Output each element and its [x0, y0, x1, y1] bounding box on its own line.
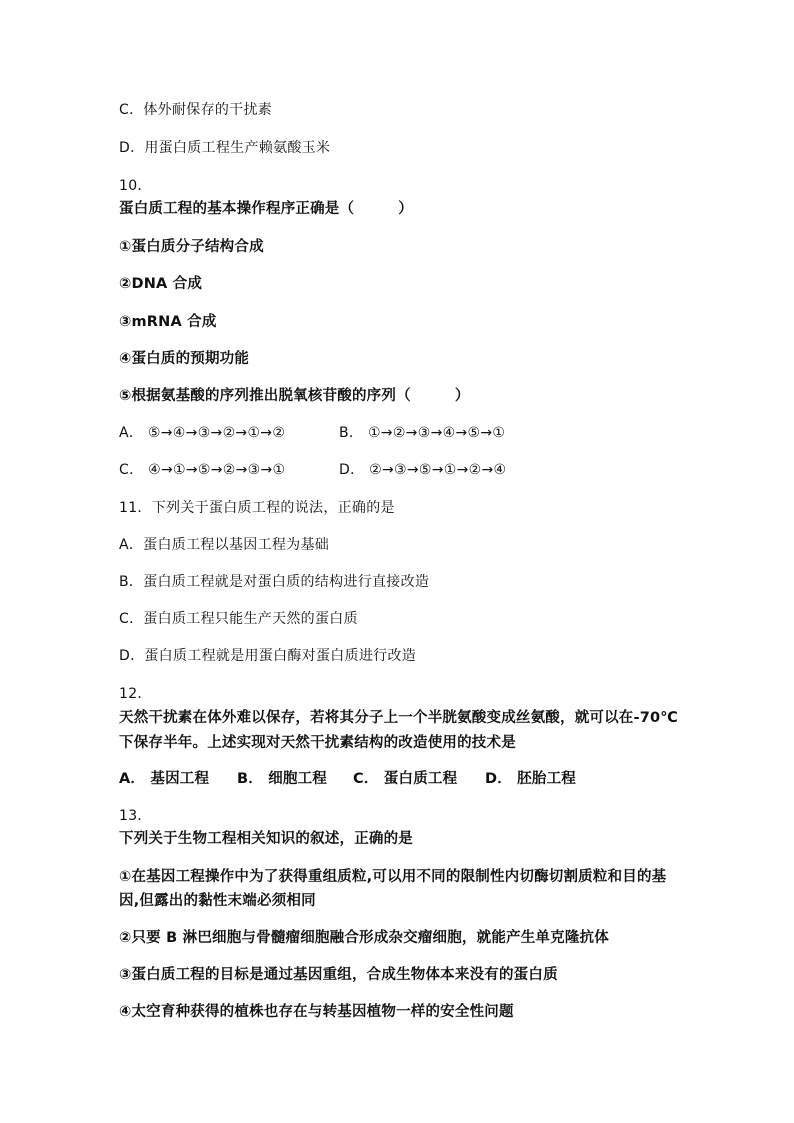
- q10-number: 10．: [119, 178, 152, 194]
- q10-option-a: A． ⑤→④→③→②→①→②: [119, 425, 286, 441]
- q10-item-1: ①蛋白质分子结构合成: [119, 239, 264, 255]
- q13-item-2: ②只要 B 淋巴细胞与骨髓瘤细胞融合形成杂交瘤细胞，就能产生单克隆抗体: [119, 930, 609, 946]
- q13-item-1-line-1: ①在基因工程操作中为了获得重组质粒,可以用不同的限制性内切酶切割质粒和目的基: [119, 869, 667, 885]
- q10-item-3: ③mRNA 合成: [119, 314, 217, 330]
- q13-item-3: ③蛋白质工程的目标是通过基因重组，合成生物体本来没有的蛋白质: [119, 967, 558, 983]
- q10-options-row-2: [119, 459, 506, 479]
- q13-item-1-line-2: 因,但露出的黏性末端必须相同: [119, 893, 316, 909]
- q12-stem-line-1: 天然干扰素在体外难以保存，若将其分子上一个半胱氨酸变成丝氨酸，就可以在-70℃: [119, 710, 679, 726]
- q11-option-b: B．蛋白质工程就是对蛋白质的结构进行直接改造: [119, 574, 430, 590]
- q12-stem-line-2: 下保存半年。上述实现对天然干扰素结构的改造使用的技术是: [119, 735, 516, 751]
- q11-option-c: C．蛋白质工程只能生产天然的蛋白质: [119, 611, 358, 627]
- q10-stem: 蛋白质工程的基本操作程序正确是（ ）: [119, 201, 413, 217]
- q12-option-d: D． 胚胎工程: [485, 771, 576, 787]
- q9-option-c: C．体外耐保存的干扰素: [119, 102, 273, 118]
- q10-option-c: C． ④→①→⑤→②→③→①: [119, 462, 286, 478]
- q13-number: 13．: [119, 808, 152, 824]
- q10-item-2: ②DNA 合成: [119, 276, 203, 292]
- q12-options-row: [119, 767, 576, 788]
- q12-number: 12．: [119, 686, 152, 702]
- q12-option-a: A． 基因工程: [119, 771, 210, 787]
- q11-option-d: D．蛋白质工程就是用蛋白酶对蛋白质进行改造: [119, 648, 417, 664]
- q10-item-5: ⑤根据氨基酸的序列推出脱氧核苷酸的序列（ ）: [119, 388, 470, 404]
- q9-option-d: D．用蛋白质工程生产赖氨酸玉米: [119, 140, 331, 156]
- q12-option-c: C． 蛋白质工程: [353, 771, 458, 787]
- q13-stem: 下列关于生物工程相关知识的叙述，正确的是: [119, 831, 413, 847]
- q11-option-a: A．蛋白质工程以基因工程为基础: [119, 537, 330, 553]
- q13-item-4: ④太空育种获得的植株也存在与转基因植物一样的安全性问题: [119, 1004, 514, 1020]
- q10-item-4: ④蛋白质的预期功能: [119, 351, 250, 367]
- q10-option-d: D． ②→③→⑤→①→②→④: [339, 462, 507, 478]
- q10-options-row-1: [119, 422, 505, 442]
- q11-stem: 11．下列关于蛋白质工程的说法，正确的是: [119, 500, 395, 516]
- q12-option-b: B． 细胞工程: [237, 771, 327, 787]
- q10-option-b: B． ①→②→③→④→⑤→①: [339, 425, 506, 441]
